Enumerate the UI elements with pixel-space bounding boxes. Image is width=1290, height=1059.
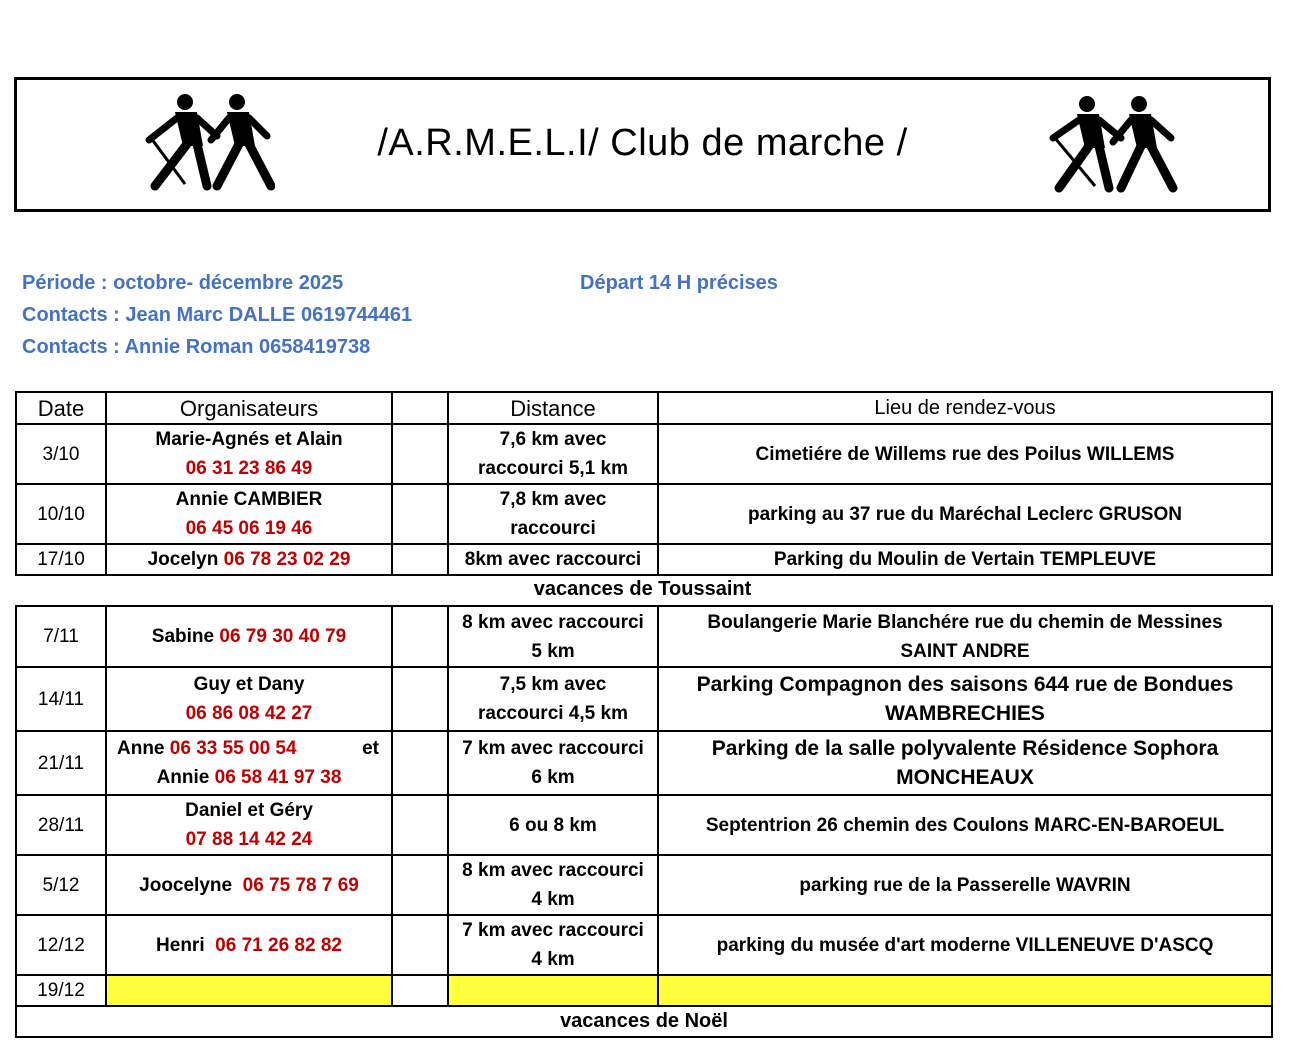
page-title: /A.R.M.E.L.I/ Club de marche / <box>377 122 908 164</box>
row-lieu <box>658 975 1272 1006</box>
organisateur-phone: 06 31 23 86 49 <box>185 458 313 479</box>
hikers-icon <box>1043 94 1183 194</box>
organisateur-phone: 06 71 26 82 82 <box>215 934 342 956</box>
row-date: 5/12 <box>16 855 106 915</box>
row-lieu <box>658 606 1272 667</box>
row-distance <box>448 731 658 795</box>
lieu-line: WAMBRECHIES <box>885 702 1045 725</box>
row-date: 14/11 <box>16 667 106 731</box>
contact-2: Contacts : Annie Roman 0658419738 <box>22 336 371 358</box>
row-lieu: Septentrion 26 chemin des Coulons MARC-EN-BAROEUL <box>658 795 1272 855</box>
row-organisateur <box>106 795 392 855</box>
row-empty <box>392 975 448 1006</box>
vacances-toussaint: vacances de Toussaint <box>533 578 752 600</box>
row-organisateur <box>106 544 392 575</box>
row-empty <box>392 915 448 975</box>
vacances-noel-row <box>16 1006 1272 1037</box>
organisateur-name: Annie <box>156 767 210 788</box>
vacances-noel: vacances de Noël <box>16 1006 1272 1037</box>
distance-line: raccourci 5,1 km <box>478 458 628 479</box>
distance-line: 7,5 km avec <box>499 674 607 695</box>
row-empty <box>392 606 448 667</box>
col-lieu: Lieu de rendez-vous <box>658 392 1272 424</box>
table-row <box>16 606 1272 667</box>
table-row <box>16 855 1272 915</box>
table-row <box>16 795 1272 855</box>
col-empty <box>392 392 448 424</box>
row-empty <box>392 795 448 855</box>
organisateur-name: Marie-Agnés et Alain <box>155 429 343 450</box>
row-date: 19/12 <box>16 975 106 1006</box>
distance-line: 7 km avec raccourci <box>462 920 644 941</box>
distance-line: 8 km avec raccourci <box>462 860 644 881</box>
row-distance <box>448 855 658 915</box>
row-distance <box>448 915 658 975</box>
col-organisateurs: Organisateurs <box>106 392 392 424</box>
organisateur-phone: 06 45 06 19 46 <box>185 518 313 539</box>
col-date: Date <box>16 392 106 424</box>
row-lieu: parking au 37 rue du Maréchal Leclerc GRUSON <box>658 484 1272 544</box>
row-date: 21/11 <box>16 731 106 795</box>
row-date: 12/12 <box>16 915 106 975</box>
distance-line: 5 km <box>531 640 575 662</box>
row-distance <box>448 606 658 667</box>
organisateur-name: Daniel et Géry <box>185 800 313 821</box>
organisateur-line <box>107 734 391 763</box>
row-organisateur <box>106 667 392 731</box>
distance-line: 8 km avec raccourci <box>462 611 644 633</box>
lieu-line: Parking Compagnon des saisons 644 rue de Bondues <box>696 673 1234 696</box>
organisateur-et: et <box>362 738 379 759</box>
header-banner <box>14 77 1271 212</box>
distance-line: 4 km <box>531 949 575 970</box>
table-row <box>16 915 1272 975</box>
organisateur-name: Joocelyne <box>139 874 233 896</box>
distance-line: raccourci 4,5 km <box>478 703 628 724</box>
organisateur-phone: 06 86 08 42 27 <box>185 703 313 724</box>
row-distance <box>448 975 658 1006</box>
organisateur-phone: 06 75 78 7 69 <box>242 874 359 896</box>
organisateur-name: Guy et Dany <box>193 674 305 695</box>
organisateur-line <box>107 763 391 792</box>
schedule-table-1 <box>15 391 1273 576</box>
organisateur-phone: 06 58 41 97 38 <box>214 767 342 788</box>
row-empty <box>392 855 448 915</box>
organisateur-phone: 06 79 30 40 79 <box>219 626 347 647</box>
table-row <box>16 484 1272 544</box>
table-row <box>16 667 1272 731</box>
row-distance <box>448 667 658 731</box>
organisateur-name: Anne <box>117 738 165 759</box>
organisateur-name: Henri <box>156 934 205 956</box>
row-organisateur <box>106 606 392 667</box>
row-date: 28/11 <box>16 795 106 855</box>
row-empty <box>392 544 448 575</box>
organisateur-name: Annie CAMBIER <box>175 489 323 510</box>
row-distance <box>448 484 658 544</box>
row-empty <box>392 424 448 484</box>
contact-1: Contacts : Jean Marc DALLE 0619744461 <box>22 304 413 326</box>
row-lieu: parking rue de la Passerelle WAVRIN <box>658 855 1272 915</box>
col-distance: Distance <box>448 392 658 424</box>
lieu-line: MONCHEAUX <box>896 766 1034 789</box>
organisateur-name: Sabine <box>151 626 215 647</box>
row-organisateur <box>106 484 392 544</box>
distance-line: 4 km <box>531 889 575 910</box>
row-organisateur <box>106 424 392 484</box>
organisateur-phone: 06 33 55 00 54 <box>169 738 297 759</box>
row-empty <box>392 667 448 731</box>
depart-text: Départ 14 H précises <box>580 272 778 294</box>
table-header-row <box>16 392 1272 424</box>
row-date: 17/10 <box>16 544 106 575</box>
table-row <box>16 544 1272 575</box>
organisateur-name: Jocelyn <box>147 549 219 570</box>
lieu-line: Parking de la salle polyvalente Résidence Sophora <box>711 737 1219 760</box>
row-lieu <box>658 667 1272 731</box>
lieu-line: SAINT ANDRE <box>900 640 1030 662</box>
distance-line: raccourci <box>510 518 596 539</box>
organisateur-phone: 06 78 23 02 29 <box>223 549 351 570</box>
lieu-line: Boulangerie Marie Blanchére rue du chemin de Messines <box>707 611 1223 633</box>
table-row <box>16 731 1272 795</box>
distance-line: 7,6 km avec <box>499 429 607 450</box>
row-organisateur <box>106 915 392 975</box>
schedule-table-2 <box>15 605 1273 1038</box>
row-empty <box>392 731 448 795</box>
distance-line: 6 km <box>531 767 575 788</box>
row-lieu: parking du musée d'art moderne VILLENEUVE D'ASCQ <box>658 915 1272 975</box>
table-row <box>16 424 1272 484</box>
distance-line: 7 km avec raccourci <box>462 738 644 759</box>
row-organisateur <box>106 731 392 795</box>
row-lieu <box>658 731 1272 795</box>
organisateur-phone: 07 88 14 42 24 <box>185 829 313 850</box>
row-lieu: Cimetiére de Willems rue des Poilus WILLEMS <box>658 424 1272 484</box>
row-organisateur <box>106 855 392 915</box>
row-lieu: Parking du Moulin de Vertain TEMPLEUVE <box>658 544 1272 575</box>
row-distance: 8km avec raccourci <box>448 544 658 575</box>
distance-line: 7,8 km avec <box>499 489 607 510</box>
periode-text: Période : octobre- décembre 2025 <box>22 272 344 294</box>
table-row <box>16 975 1272 1006</box>
row-date: 3/10 <box>16 424 106 484</box>
row-organisateur <box>106 975 392 1006</box>
row-distance: 6 ou 8 km <box>448 795 658 855</box>
row-distance <box>448 424 658 484</box>
row-date: 10/10 <box>16 484 106 544</box>
row-date: 7/11 <box>16 606 106 667</box>
row-empty <box>392 484 448 544</box>
